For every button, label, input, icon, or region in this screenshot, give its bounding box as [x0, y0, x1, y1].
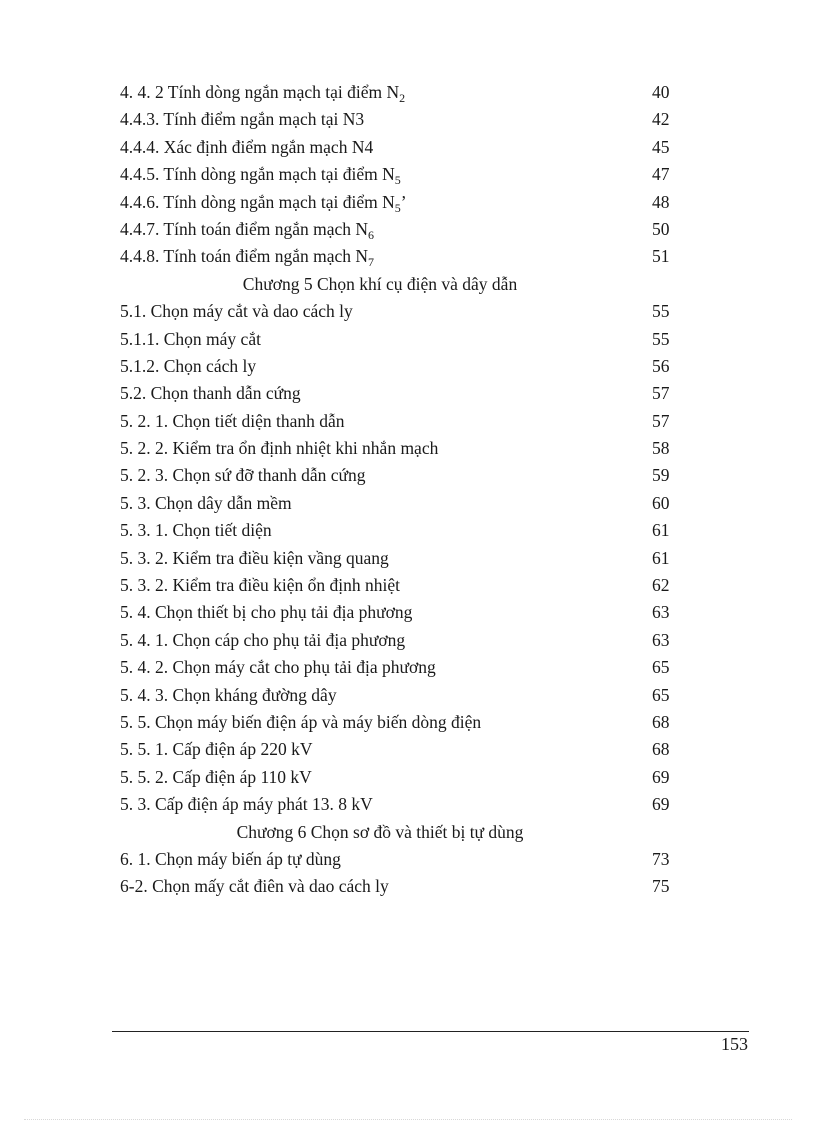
toc-entry	[0, 709, 816, 736]
toc-entry-page-number: 68	[652, 739, 670, 760]
toc-entry-text: 4. 4. 2 Tính dòng ngắn mạch tại điểm N	[120, 82, 400, 102]
toc-entry-title	[120, 545, 389, 572]
toc-entry-title	[120, 189, 407, 216]
toc-entry	[0, 435, 816, 462]
toc-entry-title	[120, 353, 256, 380]
toc-entry-text: 5. 3. 2. Kiểm tra điều kiện vầng quang	[120, 547, 389, 568]
toc-entry	[0, 380, 816, 407]
toc-entry-title	[120, 161, 401, 188]
toc-entry	[0, 106, 816, 133]
page-number: 153	[721, 1034, 748, 1054]
toc-entry-title	[120, 736, 312, 763]
toc-entry	[0, 462, 816, 489]
toc-entry-text: 5. 4. Chọn thiết bị cho phụ tải địa phương	[120, 602, 413, 623]
toc-entry-subscript: 5	[394, 200, 401, 215]
toc-entry-page-number: 63	[652, 602, 670, 623]
toc-entry-page-number: 40	[652, 82, 670, 102]
toc-entry-page-number: 65	[652, 657, 670, 678]
toc-entry	[0, 846, 816, 873]
toc-entry-title	[120, 408, 345, 435]
toc-entry-text: 5.1. Chọn máy cắt và dao cách ly	[120, 301, 353, 322]
toc-entry-text: 5. 5. Chọn máy biến điện áp và máy biến dòng điện	[120, 711, 482, 732]
toc-entry-page-number: 48	[652, 191, 670, 212]
toc-entry-page-number: 73	[652, 848, 670, 869]
toc-entry-title	[120, 682, 337, 709]
toc-entry-title	[120, 709, 481, 736]
toc-entry	[0, 873, 816, 900]
toc-entry-text: 5. 4. 1. Chọn cáp cho phụ tải địa phương	[120, 629, 406, 650]
toc-entry-text: 5.2. Chọn thanh dẫn cứng	[120, 383, 301, 404]
toc-entry-title	[120, 599, 412, 626]
toc-entry-page-number: 58	[652, 438, 670, 459]
toc-entry	[0, 517, 816, 544]
toc-entry-text: 5. 2. 1. Chọn tiết diện thanh dẫn	[120, 410, 345, 431]
toc-entry	[0, 79, 816, 106]
toc-entry-title	[120, 435, 438, 462]
toc-entry	[0, 189, 816, 216]
toc-entry-text: 6. 1. Chọn máy biến áp tự dùng	[120, 848, 341, 869]
toc-entry-title	[120, 791, 373, 818]
toc-entry-title	[120, 654, 436, 681]
toc-entry-page-number: 65	[652, 684, 670, 705]
toc-entry-page-number: 50	[652, 218, 670, 239]
toc-entry-text: Chương 6 Chọn sơ đồ và thiết bị tự dùng	[236, 821, 524, 842]
toc-entry	[0, 161, 816, 188]
toc-entry-title	[120, 106, 364, 133]
toc-entry-page-number: 59	[652, 465, 670, 486]
toc-entry-text: 5.1.1. Chọn máy cắt	[120, 328, 261, 349]
toc-entry	[0, 353, 816, 380]
toc-entry-text: 4.4.3. Tính điểm ngắn mạch tại N3	[120, 109, 365, 130]
toc-entry-text: Chương 5 Chọn khí cụ điện và dây dẫn	[242, 273, 518, 294]
toc-entry-subscript: 2	[399, 91, 406, 105]
toc-entry	[0, 654, 816, 681]
toc-entry-title	[120, 134, 373, 161]
toc-entry-title	[120, 517, 272, 544]
toc-entry	[0, 736, 816, 763]
toc-entry-title	[120, 326, 261, 353]
toc-entry	[0, 599, 816, 626]
toc-entry-title	[0, 819, 760, 846]
toc-entry-page-number: 55	[652, 301, 670, 322]
toc-entry-subscript: 7	[368, 255, 375, 270]
toc-entry-page-number: 51	[652, 246, 670, 267]
toc-entry-title	[0, 271, 760, 298]
toc-entry-title	[120, 572, 400, 599]
toc-entry-text: 5. 3. Chọn dây dẫn mềm	[120, 492, 292, 513]
toc-entry-suffix: ’	[400, 191, 407, 212]
toc-entry-subscript: 6	[368, 227, 375, 242]
toc-entry-text: 4.4.8. Tính toán điểm ngắn mạch N	[120, 246, 369, 267]
toc-entry-page-number: 47	[652, 164, 670, 185]
toc-entry-page-number: 62	[652, 575, 670, 596]
toc-entry-text: 4.4.6. Tính dòng ngắn mạch tại điểm N	[120, 191, 395, 212]
toc-entry-page-number: 57	[652, 410, 670, 431]
toc-entry	[0, 408, 816, 435]
toc-entry-text: 5. 4. 3. Chọn kháng đường dây	[120, 684, 337, 705]
toc-entry	[0, 243, 816, 270]
toc-entry-title	[120, 764, 312, 791]
toc-entry-title	[120, 298, 353, 325]
toc-entry-page-number: 60	[652, 492, 670, 513]
toc-entry-title	[120, 380, 301, 407]
toc-entry-text: 5. 3. 2. Kiểm tra điều kiện ổn định nhiệt	[120, 575, 400, 596]
toc-entry	[0, 627, 816, 654]
toc-entry	[0, 572, 816, 599]
toc-entry	[0, 682, 816, 709]
toc-entry-page-number: 75	[652, 876, 670, 897]
toc-chapter-heading	[0, 819, 816, 846]
toc-entry-subscript: 5	[394, 173, 401, 188]
table-of-contents	[0, 79, 816, 901]
toc-entry-page-number: 56	[652, 355, 670, 376]
toc-entry-page-number: 42	[652, 109, 670, 130]
toc-entry-title	[120, 490, 292, 517]
toc-entry-page-number: 63	[652, 629, 670, 650]
toc-entry-text: 5. 3. Cấp điện áp máy phát 13. 8 kV	[120, 794, 373, 815]
toc-entry-page-number: 61	[652, 547, 670, 568]
toc-entry	[0, 134, 816, 161]
toc-chapter-heading	[0, 271, 816, 298]
toc-entry	[0, 490, 816, 517]
toc-entry	[0, 298, 816, 325]
toc-entry-text: 5. 5. 2. Cấp điện áp 110 kV	[120, 766, 312, 787]
toc-entry-page-number: 57	[652, 383, 670, 404]
toc-entry-text: 5. 2. 3. Chọn sứ đỡ thanh dẫn cứng	[120, 465, 366, 486]
toc-entry-text: 5.1.2. Chọn cách ly	[120, 355, 257, 376]
toc-entry-text: 4.4.4. Xác định điểm ngắn mạch N4	[120, 136, 374, 157]
toc-entry-title	[120, 627, 405, 654]
toc-entry	[0, 326, 816, 353]
toc-entry-title	[120, 243, 374, 270]
toc-entry-text: 4.4.7. Tính toán điểm ngắn mạch N	[120, 218, 369, 239]
toc-entry-title	[120, 846, 341, 873]
toc-entry-text: 5. 3. 1. Chọn tiết diện	[120, 520, 272, 541]
toc-entry-title	[120, 873, 389, 900]
toc-entry	[0, 216, 816, 243]
toc-entry	[0, 764, 816, 791]
page-bottom-border	[24, 1119, 792, 1120]
toc-entry-page-number: 45	[652, 136, 670, 157]
toc-entry-page-number: 55	[652, 328, 670, 349]
footer-rule	[112, 1031, 749, 1032]
toc-entry-text: 4.4.5. Tính dòng ngắn mạch tại điểm N	[120, 164, 395, 185]
toc-entry-title	[120, 79, 405, 106]
toc-entry-page-number: 69	[652, 766, 670, 787]
toc-entry-text: 5. 2. 2. Kiểm tra ổn định nhiệt khi nhắn mạch	[120, 438, 439, 459]
toc-entry-text: 5. 4. 2. Chọn máy cắt cho phụ tải địa phương	[120, 657, 436, 678]
toc-entry-page-number: 61	[652, 520, 670, 541]
toc-entry	[0, 791, 816, 818]
toc-entry-title	[120, 462, 366, 489]
toc-entry-text: 5. 5. 1. Cấp điện áp 220 kV	[120, 739, 313, 760]
toc-entry-page-number: 69	[652, 794, 670, 815]
toc-entry-text: 6-2. Chọn mấy cắt điên và dao cách ly	[120, 876, 389, 897]
toc-entry-title	[120, 216, 374, 243]
toc-entry	[0, 545, 816, 572]
toc-entry-page-number: 68	[652, 711, 670, 732]
